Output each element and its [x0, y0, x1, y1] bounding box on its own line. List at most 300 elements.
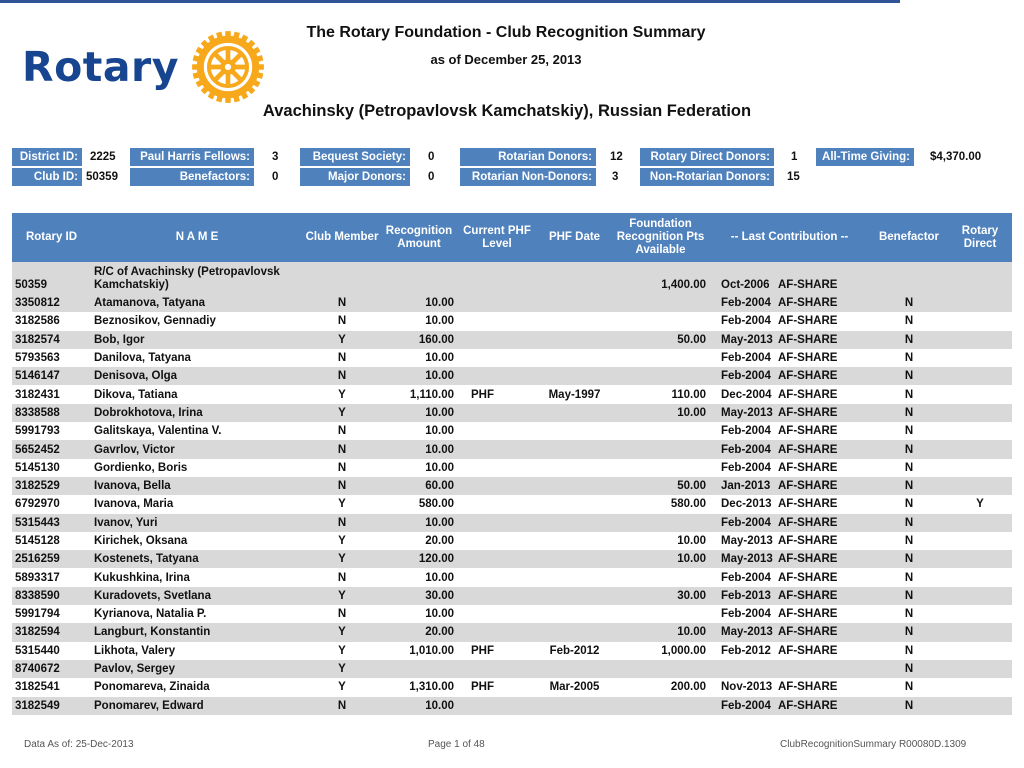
cell-recognition-amount: 10.00: [425, 608, 454, 621]
cell-name: Ivanov, Yuri: [91, 514, 303, 532]
cell-rotary-direct: [948, 697, 1012, 715]
col-phf-level: Current PHF Level: [457, 213, 537, 262]
district-id-label: District ID:: [12, 148, 82, 166]
cell-rotary-direct: [948, 294, 1012, 312]
cell-rotary-direct: [948, 422, 1012, 440]
cell-last-contribution-date: Feb-2004: [721, 461, 771, 474]
cell-phf-level: [457, 367, 537, 385]
cell-rotary-id: 50359: [12, 262, 91, 294]
cell-recognition-pts: [612, 697, 709, 715]
cell-recognition-pts: 580.00: [670, 498, 706, 511]
col-rotary-id: Rotary ID: [12, 213, 91, 262]
cell-rotary-direct: [948, 385, 1012, 403]
cell-last-contribution-fund: AF-SHARE: [778, 681, 838, 694]
cell-last-contribution-fund: AF-SHARE: [778, 352, 838, 365]
cell-club-member: Y: [303, 623, 381, 641]
cell-recognition-amount: 10.00: [381, 514, 457, 532]
table-row: [12, 697, 1012, 715]
report-date: as of December 25, 2013: [430, 52, 582, 67]
cell-rotary-id: 3182549: [12, 697, 91, 715]
cell-phf-date: [537, 262, 612, 294]
cell-last-contribution-fund: [775, 660, 870, 678]
cell-phf-level: [457, 331, 537, 349]
col-recognition-pts: Foundation Recognition Pts Available: [612, 213, 709, 262]
cell-last-contribution-fund: AF-SHARE: [778, 461, 838, 474]
cell-last-contribution-date: Dec-2013: [721, 498, 772, 511]
cell-rotary-direct: [948, 550, 1012, 568]
cell-recognition-amount: 10.00: [381, 294, 457, 312]
cell-name: Dikova, Tatiana: [94, 388, 178, 401]
cell-phf-date: [537, 568, 612, 586]
cell-recognition-amount: 1,110.00: [409, 388, 454, 401]
footer-report-code: ClubRecognitionSummary R00080D.1309: [780, 739, 967, 750]
cell-club-member: Y: [338, 498, 346, 511]
cell-benefactor: N: [870, 440, 948, 458]
all-time-giving-label: All-Time Giving:: [816, 148, 914, 166]
cell-name: Dobrokhotova, Irina: [91, 404, 303, 422]
cell-rotary-direct: [948, 605, 1012, 623]
major-donors-value: 0: [428, 171, 435, 183]
cell-rotary-direct: [948, 262, 1012, 294]
cell-name: Kyrianova, Natalia P.: [94, 608, 207, 621]
cell-last-contribution-fund: AF-SHARE: [775, 262, 870, 294]
cell-benefactor: N: [904, 352, 914, 365]
table-row: [12, 404, 1012, 422]
cell-recognition-pts: 1,400.00: [612, 262, 709, 294]
cell-name: Gavrlov, Victor: [91, 440, 303, 458]
cell-recognition-pts: 30.00: [612, 587, 709, 605]
cell-last-contribution-date: Feb-2013: [709, 587, 775, 605]
col-recognition-amount: Recognition Amount: [381, 213, 457, 262]
cell-benefactor: N: [904, 644, 914, 657]
cell-last-contribution-date: Jan-2013: [709, 477, 775, 495]
cell-phf-level: [457, 514, 537, 532]
cell-phf-level: [457, 459, 537, 477]
cell-name: Gordienko, Boris: [94, 461, 188, 474]
cell-rotary-id: 5315440: [15, 644, 60, 657]
cell-benefactor: N: [870, 587, 948, 605]
cell-recognition-amount: 10.00: [425, 352, 454, 365]
cell-club-member: Y: [303, 660, 381, 678]
table-row: [12, 367, 1012, 385]
cell-benefactor: N: [904, 535, 914, 547]
cell-rotary-direct: [948, 532, 1012, 550]
cell-phf-date: [537, 477, 612, 495]
cell-recognition-pts: [612, 422, 709, 440]
cell-club-member: Y: [303, 331, 381, 349]
cell-phf-date: [537, 660, 612, 678]
nonrotarian-donors-value: 15: [787, 171, 800, 183]
cell-club-member: Y: [303, 404, 381, 422]
cell-club-member: N: [337, 425, 347, 438]
cell-name: Ivanova, Bella: [91, 477, 303, 495]
phf-value: 3: [272, 151, 279, 163]
cell-recognition-amount: 1,310.00: [409, 681, 454, 694]
summary-panel: [0, 148, 1024, 188]
cell-phf-level: PHF: [471, 681, 494, 694]
cell-recognition-amount: 30.00: [381, 587, 457, 605]
cell-recognition-amount: [381, 660, 457, 678]
cell-phf-date: [537, 495, 612, 513]
cell-rotary-direct: [948, 367, 1012, 385]
cell-last-contribution-fund: AF-SHARE: [775, 440, 870, 458]
cell-last-contribution-fund: AF-SHARE: [775, 294, 870, 312]
cell-rotary-id: 3182431: [15, 388, 60, 401]
cell-rotary-id: 6792970: [15, 498, 60, 511]
cell-club-member: N: [337, 608, 347, 621]
cell-name: Galitskaya, Valentina V.: [94, 425, 222, 438]
cell-recognition-pts: 1,000.00: [661, 644, 706, 657]
cell-recognition-amount: 20.00: [425, 535, 454, 547]
cell-recognition-amount: 10.00: [381, 440, 457, 458]
cell-recognition-amount: 1,010.00: [409, 644, 454, 657]
cell-phf-level: [457, 605, 537, 623]
cell-recognition-pts: 10.00: [612, 623, 709, 641]
cell-phf-level: PHF: [471, 644, 494, 657]
cell-last-contribution-fund: AF-SHARE: [778, 644, 838, 657]
cell-rotary-id: 3182594: [12, 623, 91, 641]
cell-rotary-id: 3182529: [12, 477, 91, 495]
cell-last-contribution-date: Feb-2004: [721, 315, 771, 328]
cell-recognition-pts: [612, 459, 709, 477]
benefactors-value: 0: [272, 171, 279, 183]
cell-name: R/C of Avachinsky (Petropavlovsk Kamchatskiy): [91, 262, 303, 294]
table-row: [12, 623, 1012, 641]
cell-rotary-direct: [948, 642, 1012, 660]
cell-benefactor: N: [904, 571, 914, 584]
cell-phf-level: [457, 440, 537, 458]
cell-club-member: N: [303, 440, 381, 458]
table-row: [12, 495, 1012, 513]
cell-phf-level: [457, 532, 537, 550]
col-club-member: Club Member: [303, 213, 381, 262]
cell-rotary-direct: [948, 477, 1012, 495]
cell-rotary-id: 5991794: [15, 608, 60, 621]
cell-last-contribution-date: Nov-2013: [721, 681, 773, 694]
cell-phf-level: [457, 568, 537, 586]
cell-club-member: Y: [303, 550, 381, 568]
top-rule: [0, 0, 900, 3]
cell-phf-level: [457, 495, 537, 513]
cell-name: Langburt, Konstantin: [91, 623, 303, 641]
cell-name: Kukushkina, Irina: [94, 571, 190, 584]
cell-club-member: Y: [338, 681, 346, 694]
club-title: Avachinsky (Petropavlovsk Kamchatskiy), Russian Federation: [262, 102, 752, 120]
cell-last-contribution-date: Dec-2004: [721, 388, 772, 401]
cell-phf-level: [457, 697, 537, 715]
cell-last-contribution-date: Feb-2004: [709, 367, 775, 385]
cell-last-contribution-date: Feb-2004: [721, 571, 771, 584]
major-donors-label: Major Donors:: [300, 168, 410, 186]
cell-phf-date: May-1997: [548, 388, 601, 401]
table-row: [12, 349, 1012, 367]
cell-rotary-direct: [948, 440, 1012, 458]
cell-recognition-amount: 10.00: [425, 571, 454, 584]
cell-recognition-pts: 10.00: [612, 550, 709, 568]
cell-name: Kuradovets, Svetlana: [91, 587, 303, 605]
cell-recognition-amount: 10.00: [425, 315, 454, 328]
cell-last-contribution-date: Feb-2004: [709, 440, 775, 458]
cell-name: Denisova, Olga: [91, 367, 303, 385]
cell-benefactor: N: [870, 623, 948, 641]
cell-recognition-amount: 20.00: [381, 623, 457, 641]
cell-recognition-pts: [612, 514, 709, 532]
table-row: [12, 660, 1012, 678]
cell-last-contribution-fund: AF-SHARE: [775, 477, 870, 495]
cell-last-contribution-fund: AF-SHARE: [778, 571, 838, 584]
cell-last-contribution-date: Feb-2004: [721, 352, 771, 365]
cell-phf-date: Feb-2012: [549, 644, 600, 657]
cell-last-contribution-date: May-2013: [709, 550, 775, 568]
table-row: [12, 477, 1012, 495]
rotarian-nondonors-value: 3: [612, 171, 619, 183]
col-rotary-direct: Rotary Direct: [948, 213, 1012, 262]
cell-recognition-pts: [612, 294, 709, 312]
table-header-row: [12, 213, 1012, 262]
cell-last-contribution-fund: AF-SHARE: [778, 608, 838, 621]
cell-last-contribution-fund: AF-SHARE: [778, 535, 838, 547]
benefactors-label: Benefactors:: [130, 168, 254, 186]
cell-club-member: N: [303, 514, 381, 532]
cell-last-contribution-date: Feb-2004: [709, 697, 775, 715]
cell-club-member: N: [337, 571, 347, 584]
table-row: [12, 550, 1012, 568]
cell-recognition-amount: [381, 262, 457, 294]
cell-recognition-pts: 110.00: [671, 388, 706, 401]
cell-rotary-direct: [948, 587, 1012, 605]
nonrotarian-donors-label: Non-Rotarian Donors:: [640, 168, 774, 186]
cell-rotary-id: 3182541: [15, 681, 60, 694]
cell-last-contribution-fund: AF-SHARE: [775, 623, 870, 641]
cell-benefactor: N: [870, 294, 948, 312]
table-row: [12, 587, 1012, 605]
cell-last-contribution-date: Feb-2004: [709, 294, 775, 312]
cell-benefactor: N: [904, 315, 914, 328]
cell-phf-level: [457, 349, 537, 367]
rotary-direct-donors-label: Rotary Direct Donors:: [640, 148, 774, 166]
cell-last-contribution-fund: AF-SHARE: [775, 331, 870, 349]
cell-last-contribution-fund: AF-SHARE: [778, 498, 838, 511]
cell-club-member: N: [303, 367, 381, 385]
cell-recognition-pts: [612, 440, 709, 458]
cell-rotary-direct: [948, 312, 1012, 330]
cell-last-contribution-date: Feb-2004: [709, 514, 775, 532]
cell-recognition-amount: 60.00: [381, 477, 457, 495]
cell-phf-date: [537, 532, 612, 550]
cell-recognition-amount: 10.00: [381, 697, 457, 715]
cell-rotary-id: 8338588: [12, 404, 91, 422]
col-name: N A M E: [91, 213, 303, 262]
logo-wordmark: Rotary: [22, 43, 179, 91]
cell-phf-date: [537, 440, 612, 458]
cell-benefactor: N: [870, 404, 948, 422]
cell-phf-level: [457, 660, 537, 678]
cell-rotary-direct: Y: [976, 498, 984, 511]
report-title: The Rotary Foundation - Club Recognition Summary: [306, 24, 706, 41]
cell-benefactor: N: [870, 660, 948, 678]
table-row: [12, 331, 1012, 349]
cell-rotary-id: 3350812: [12, 294, 91, 312]
bequest-value: 0: [428, 151, 435, 163]
table-row: [12, 532, 1012, 550]
cell-phf-level: [457, 404, 537, 422]
cell-last-contribution-fund: AF-SHARE: [778, 425, 838, 438]
cell-phf-date: [537, 312, 612, 330]
cell-last-contribution-date: Feb-2004: [721, 425, 771, 438]
cell-benefactor: N: [904, 461, 914, 474]
cell-recognition-pts: 10.00: [677, 535, 706, 547]
bequest-label: Bequest Society:: [300, 148, 410, 166]
cell-phf-level: [457, 587, 537, 605]
cell-club-member: N: [337, 461, 347, 474]
cell-name: Ponomarev, Edward: [91, 697, 303, 715]
table-row: [12, 312, 1012, 330]
cell-recognition-pts: 50.00: [612, 331, 709, 349]
rotarian-donors-value: 12: [610, 151, 623, 163]
cell-last-contribution-date: Feb-2004: [721, 608, 771, 621]
cell-phf-date: [537, 349, 612, 367]
cell-rotary-id: 5145128: [15, 535, 60, 547]
cell-phf-date: [537, 514, 612, 532]
cell-club-member: Y: [338, 535, 346, 547]
footer-page-number: Page 1 of 48: [428, 739, 485, 750]
all-time-giving-value: $4,370.00: [930, 151, 982, 163]
cell-phf-level: [457, 477, 537, 495]
cell-phf-date: [537, 605, 612, 623]
table-row: [12, 514, 1012, 532]
cell-name: Bob, Igor: [91, 331, 303, 349]
cell-name: Beznosikov, Gennadiy: [94, 315, 216, 328]
cell-club-member: [303, 262, 381, 294]
cell-recognition-amount: 10.00: [381, 367, 457, 385]
phf-label: Paul Harris Fellows:: [130, 148, 254, 166]
cell-benefactor: N: [904, 498, 914, 511]
table-row: [12, 568, 1012, 586]
cell-rotary-direct: [948, 660, 1012, 678]
table-row: [12, 294, 1012, 312]
cell-club-member: N: [303, 697, 381, 715]
cell-rotary-direct: [948, 349, 1012, 367]
cell-rotary-id: 5315443: [12, 514, 91, 532]
cell-name: Ponomareva, Zinaida: [94, 681, 210, 694]
cell-name: Likhota, Valery: [94, 644, 176, 657]
cell-last-contribution-date: Feb-2012: [721, 644, 771, 657]
cell-phf-level: [457, 262, 537, 294]
table-row: [12, 642, 1012, 660]
cell-phf-level: [457, 294, 537, 312]
cell-name: Atamanova, Tatyana: [91, 294, 303, 312]
cell-recognition-amount: 10.00: [381, 404, 457, 422]
cell-last-contribution-fund: AF-SHARE: [775, 587, 870, 605]
table-row: [12, 385, 1012, 403]
cell-rotary-direct: [948, 623, 1012, 641]
recognition-table: [12, 213, 1012, 715]
table-row: [12, 440, 1012, 458]
cell-phf-date: [537, 623, 612, 641]
cell-club-member: N: [303, 294, 381, 312]
cell-last-contribution-fund: AF-SHARE: [775, 367, 870, 385]
col-last-contribution: -- Last Contribution --: [709, 213, 870, 262]
cell-rotary-id: 5145130: [15, 461, 60, 474]
cell-name: Kostenets, Tatyana: [91, 550, 303, 568]
cell-recognition-pts: [612, 367, 709, 385]
cell-benefactor: N: [870, 550, 948, 568]
cell-last-contribution-date: Oct-2006: [709, 262, 775, 294]
rotarian-nondonors-label: Rotarian Non-Donors:: [460, 168, 596, 186]
cell-last-contribution-date: [709, 660, 775, 678]
cell-last-contribution-fund: AF-SHARE: [775, 697, 870, 715]
cell-benefactor: N: [870, 367, 948, 385]
cell-phf-level: PHF: [471, 388, 494, 401]
col-benefactor: Benefactor: [870, 213, 948, 262]
club-id-value: 50359: [86, 171, 118, 183]
cell-rotary-direct: [948, 459, 1012, 477]
cell-last-contribution-date: May-2013: [721, 535, 773, 547]
cell-rotary-id: 5146147: [12, 367, 91, 385]
cell-phf-date: [537, 404, 612, 422]
cell-last-contribution-fund: AF-SHARE: [775, 404, 870, 422]
table-row: [12, 678, 1012, 696]
cell-rotary-id: 5893317: [15, 571, 60, 584]
cell-recognition-amount: 160.00: [381, 331, 457, 349]
cell-phf-date: [537, 697, 612, 715]
cell-phf-date: Mar-2005: [549, 681, 600, 694]
cell-rotary-id: 8740672: [12, 660, 91, 678]
cell-phf-level: [457, 422, 537, 440]
cell-recognition-pts: 200.00: [670, 681, 706, 694]
district-id-value: 2225: [90, 151, 116, 163]
cell-phf-level: [457, 312, 537, 330]
cell-last-contribution-date: May-2013: [709, 331, 775, 349]
cell-last-contribution-date: May-2013: [709, 404, 775, 422]
cell-benefactor: N: [904, 681, 914, 694]
cell-name: Kirichek, Oksana: [94, 535, 188, 547]
cell-recognition-pts: [612, 605, 709, 623]
cell-phf-date: [537, 550, 612, 568]
cell-rotary-direct: [948, 568, 1012, 586]
cell-recognition-pts: [612, 660, 709, 678]
cell-club-member: N: [303, 477, 381, 495]
rotary-direct-donors-value: 1: [791, 151, 798, 163]
cell-recognition-pts: 50.00: [612, 477, 709, 495]
rotarian-donors-label: Rotarian Donors:: [460, 148, 596, 166]
cell-phf-date: [537, 294, 612, 312]
cell-name: Danilova, Tatyana: [94, 352, 191, 365]
table-row: [12, 605, 1012, 623]
table-row: [12, 459, 1012, 477]
cell-club-member: N: [337, 315, 347, 328]
cell-rotary-id: 2516259: [12, 550, 91, 568]
cell-phf-date: [537, 587, 612, 605]
col-phf-date: PHF Date: [537, 213, 612, 262]
table-row: [12, 422, 1012, 440]
cell-recognition-amount: 120.00: [381, 550, 457, 568]
cell-benefactor: N: [904, 425, 914, 438]
cell-rotary-id: 5793563: [15, 352, 60, 365]
cell-club-member: Y: [338, 388, 346, 401]
cell-name: Pavlov, Sergey: [91, 660, 303, 678]
cell-benefactor: N: [870, 697, 948, 715]
club-id-label: Club ID:: [12, 168, 82, 186]
table-row: [12, 262, 1012, 294]
cell-rotary-id: 8338590: [12, 587, 91, 605]
cell-rotary-direct: [948, 404, 1012, 422]
cell-rotary-id: 3182574: [12, 331, 91, 349]
cell-name: Ivanova, Maria: [94, 498, 174, 511]
cell-benefactor: N: [904, 388, 914, 401]
cell-rotary-direct: [948, 678, 1012, 696]
cell-recognition-pts: [612, 349, 709, 367]
